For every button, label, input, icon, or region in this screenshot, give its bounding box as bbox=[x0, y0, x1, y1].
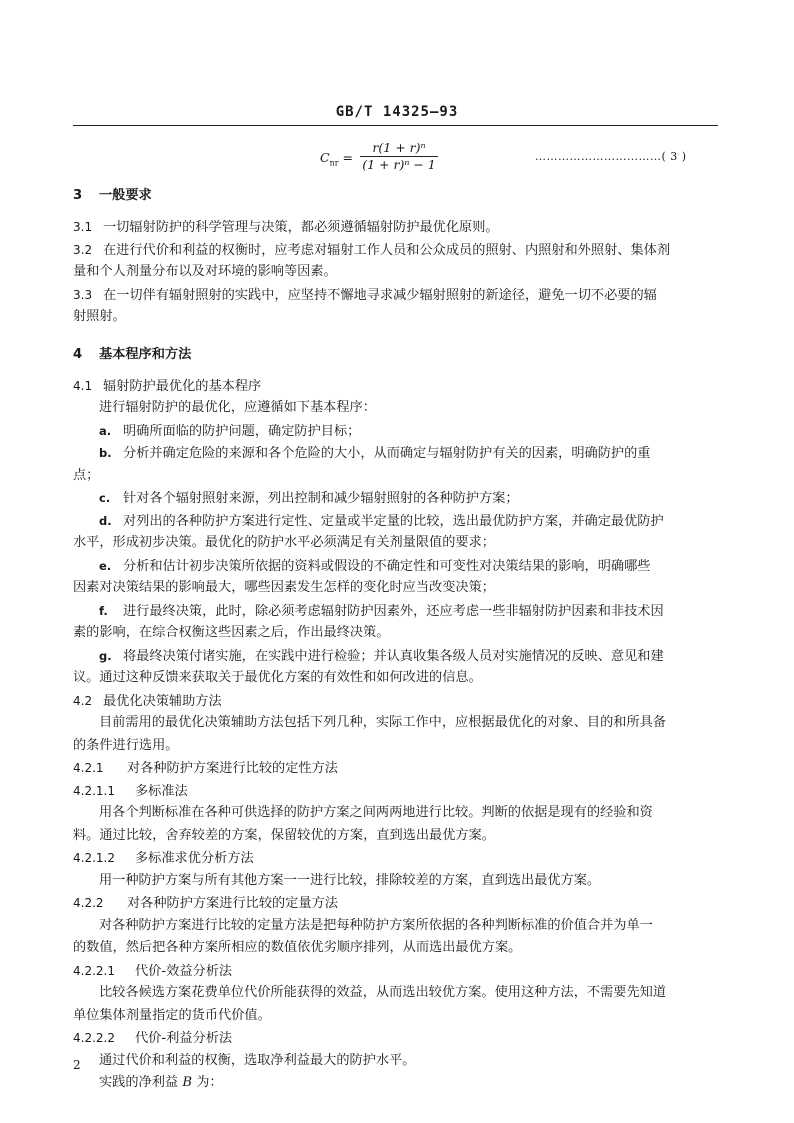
page-number: 2 bbox=[73, 1058, 81, 1072]
formula-denominator: (1 + r)ⁿ − 1 bbox=[362, 157, 436, 172]
clause-4-2-2-1-text: 比较各候选方案花费单位代价所能获得的效益，从而选出较优方案。使用这种方法，不需要先知道 bbox=[99, 985, 667, 1000]
section-4-heading: 4 基本程序和方法 bbox=[73, 346, 192, 362]
formula-lhs-subscript: nr bbox=[329, 158, 339, 168]
clause-4-2-2-text-cont: 的数值，然后把各种方案所相应的数值依优劣顺序排列，从而选出最优方案。 bbox=[73, 940, 522, 955]
formula-lhs-symbol: C bbox=[320, 150, 330, 165]
clause-4-2-2-heading: 4.2.2 对各种防护方案进行比较的定量方法 bbox=[73, 896, 338, 911]
list-item-e-cont: 因素对决策结果的影响最大，哪些因素发生怎样的变化时应当改变决策； bbox=[73, 580, 495, 595]
clause-4-2-2-2-text: 通过代价和利益的权衡，选取净利益最大的防护水平。 bbox=[99, 1052, 416, 1068]
list-item-d-cont: 水平，形成初步决策。最优化的防护水平必须满足有关剂量限值的要求； bbox=[73, 535, 495, 550]
clause-4-2-2-2-text-b: 实践的净利益 B 为： bbox=[99, 1075, 223, 1090]
clause-3-2-cont: 量和个人剂量分布以及对环境的影响等因素。 bbox=[73, 264, 337, 279]
net-benefit-variable: B bbox=[182, 1075, 193, 1090]
formula-lhs bbox=[320, 150, 353, 168]
list-item-e: e. 分析和估计初步决策所依据的资料或假设的不确定性和可变性对决策结果的影响，明确哪些 bbox=[99, 558, 651, 574]
list-item-c: c. 针对各个辐射照射来源，列出控制和减少辐射照射的各种防护方案； bbox=[99, 491, 519, 506]
clause-3-3-cont: 射照射。 bbox=[73, 309, 126, 324]
formula-equals: = bbox=[342, 150, 354, 165]
clause-4-2-2-1-heading: 4.2.2.1 代价-效益分析法 bbox=[73, 963, 233, 979]
list-item-f: f. 进行最终决策，此时，除必须考虑辐射防护因素外，还应考虑一些非辐射防护因素和非技术因 bbox=[99, 603, 664, 619]
list-item-b: b. 分析并确定危险的来源和各个危险的大小，从而确定与辐射防护有关的因素，明确防护的重 bbox=[99, 446, 651, 461]
list-item-g-cont: 议。通过这种反馈来获取关于最优化方案的有效性和如何改进的信息。 bbox=[73, 670, 482, 685]
clause-4-2-1-1-heading: 4.2.1.1 多标准法 bbox=[73, 783, 188, 799]
clause-4-2-1-1-text-cont: 料。通过比较，舍弃较差的方案，保留较优的方案，直到选出最优方案。 bbox=[73, 827, 495, 843]
clause-3-1: 3.1 一切辐射防护的科学管理与决策，都必须遵循辐射防护最优化原则。 bbox=[73, 220, 499, 235]
clause-4-2-1-2-heading: 4.2.1.2 多标准求优分析方法 bbox=[73, 851, 254, 866]
clause-4-2-1-2-text: 用一种防护方案与所有其他方案一一进行比较，排除较差的方案，直到选出最优方案。 bbox=[99, 872, 601, 888]
clause-4-2-heading: 4.2 最优化决策辅助方法 bbox=[73, 693, 222, 709]
clause-4-1-intro: 进行辐射防护的最优化，应遵循如下基本程序： bbox=[99, 400, 376, 415]
list-item-d: d. 对列出的各种防护方案进行定性、定量或半定量的比较，选出最优防护方案，并确定最优防护 bbox=[99, 513, 664, 529]
formula-numerator: r(1 + r)ⁿ bbox=[360, 140, 438, 157]
clause-4-1-heading: 4.1 辐射防护最优化的基本程序 bbox=[73, 378, 262, 394]
formula-number-label: ( 3 ) bbox=[661, 150, 687, 163]
clause-4-2-2-text: 对各种防护方案进行比较的定量方法是把每种防护方案所依据的各种判断标准的价值合并为单一 bbox=[99, 917, 653, 933]
standard-code-header: GB/T 14325—93 bbox=[335, 104, 459, 120]
clause-3-2: 3.2 在进行代价和利益的权衡时，应考虑对辐射工作人员和公众成员的照射、内照射和外照射、集体剂 bbox=[73, 242, 671, 258]
formula-number bbox=[535, 150, 687, 163]
list-item-f-cont: 素的影响，在综合权衡这些因素之后，作出最终决策。 bbox=[73, 625, 390, 640]
formula-fraction bbox=[360, 140, 438, 173]
list-item-a: a. 明确所面临的防护问题，确定防护目标； bbox=[99, 423, 361, 439]
document-body bbox=[73, 176, 718, 1095]
clause-4-2-text-cont: 的条件进行选用。 bbox=[73, 737, 179, 753]
header-rule bbox=[73, 125, 718, 126]
clause-3-3: 3.3 在一切伴有辐射照射的实践中，应坚持不懈地寻求减少辐射照射的新途径，避免一切不必要的辐 bbox=[73, 287, 657, 303]
list-item-b-cont: 点； bbox=[73, 467, 100, 483]
clause-4-2-2-2-heading: 4.2.2.2 代价-利益分析法 bbox=[73, 1031, 233, 1046]
clause-4-2-1-heading: 4.2.1 对各种防护方案进行比较的定性方法 bbox=[73, 761, 338, 776]
list-item-g: g. 将最终决策付诸实施，在实践中进行检验；并认真收集各级人员对实施情况的反映、意见和建 bbox=[99, 648, 664, 664]
section-3-heading: 3 一般要求 bbox=[73, 188, 152, 203]
clause-4-2-2-1-text-cont: 单位集体剂量指定的货币代价值。 bbox=[73, 1007, 271, 1023]
formula-leader-dots: …………………………… bbox=[535, 150, 662, 163]
clause-4-2-1-1-text: 用各个判断标准在各种可供选择的防护方案之间两两地进行比较。判断的依据是现有的经验和资 bbox=[99, 805, 653, 820]
clause-4-2-text: 目前需用的最优化决策辅助方法包括下列几种，实际工作中，应根据最优化的对象、目的和所具备 bbox=[99, 715, 667, 730]
formula-3 bbox=[320, 140, 720, 176]
